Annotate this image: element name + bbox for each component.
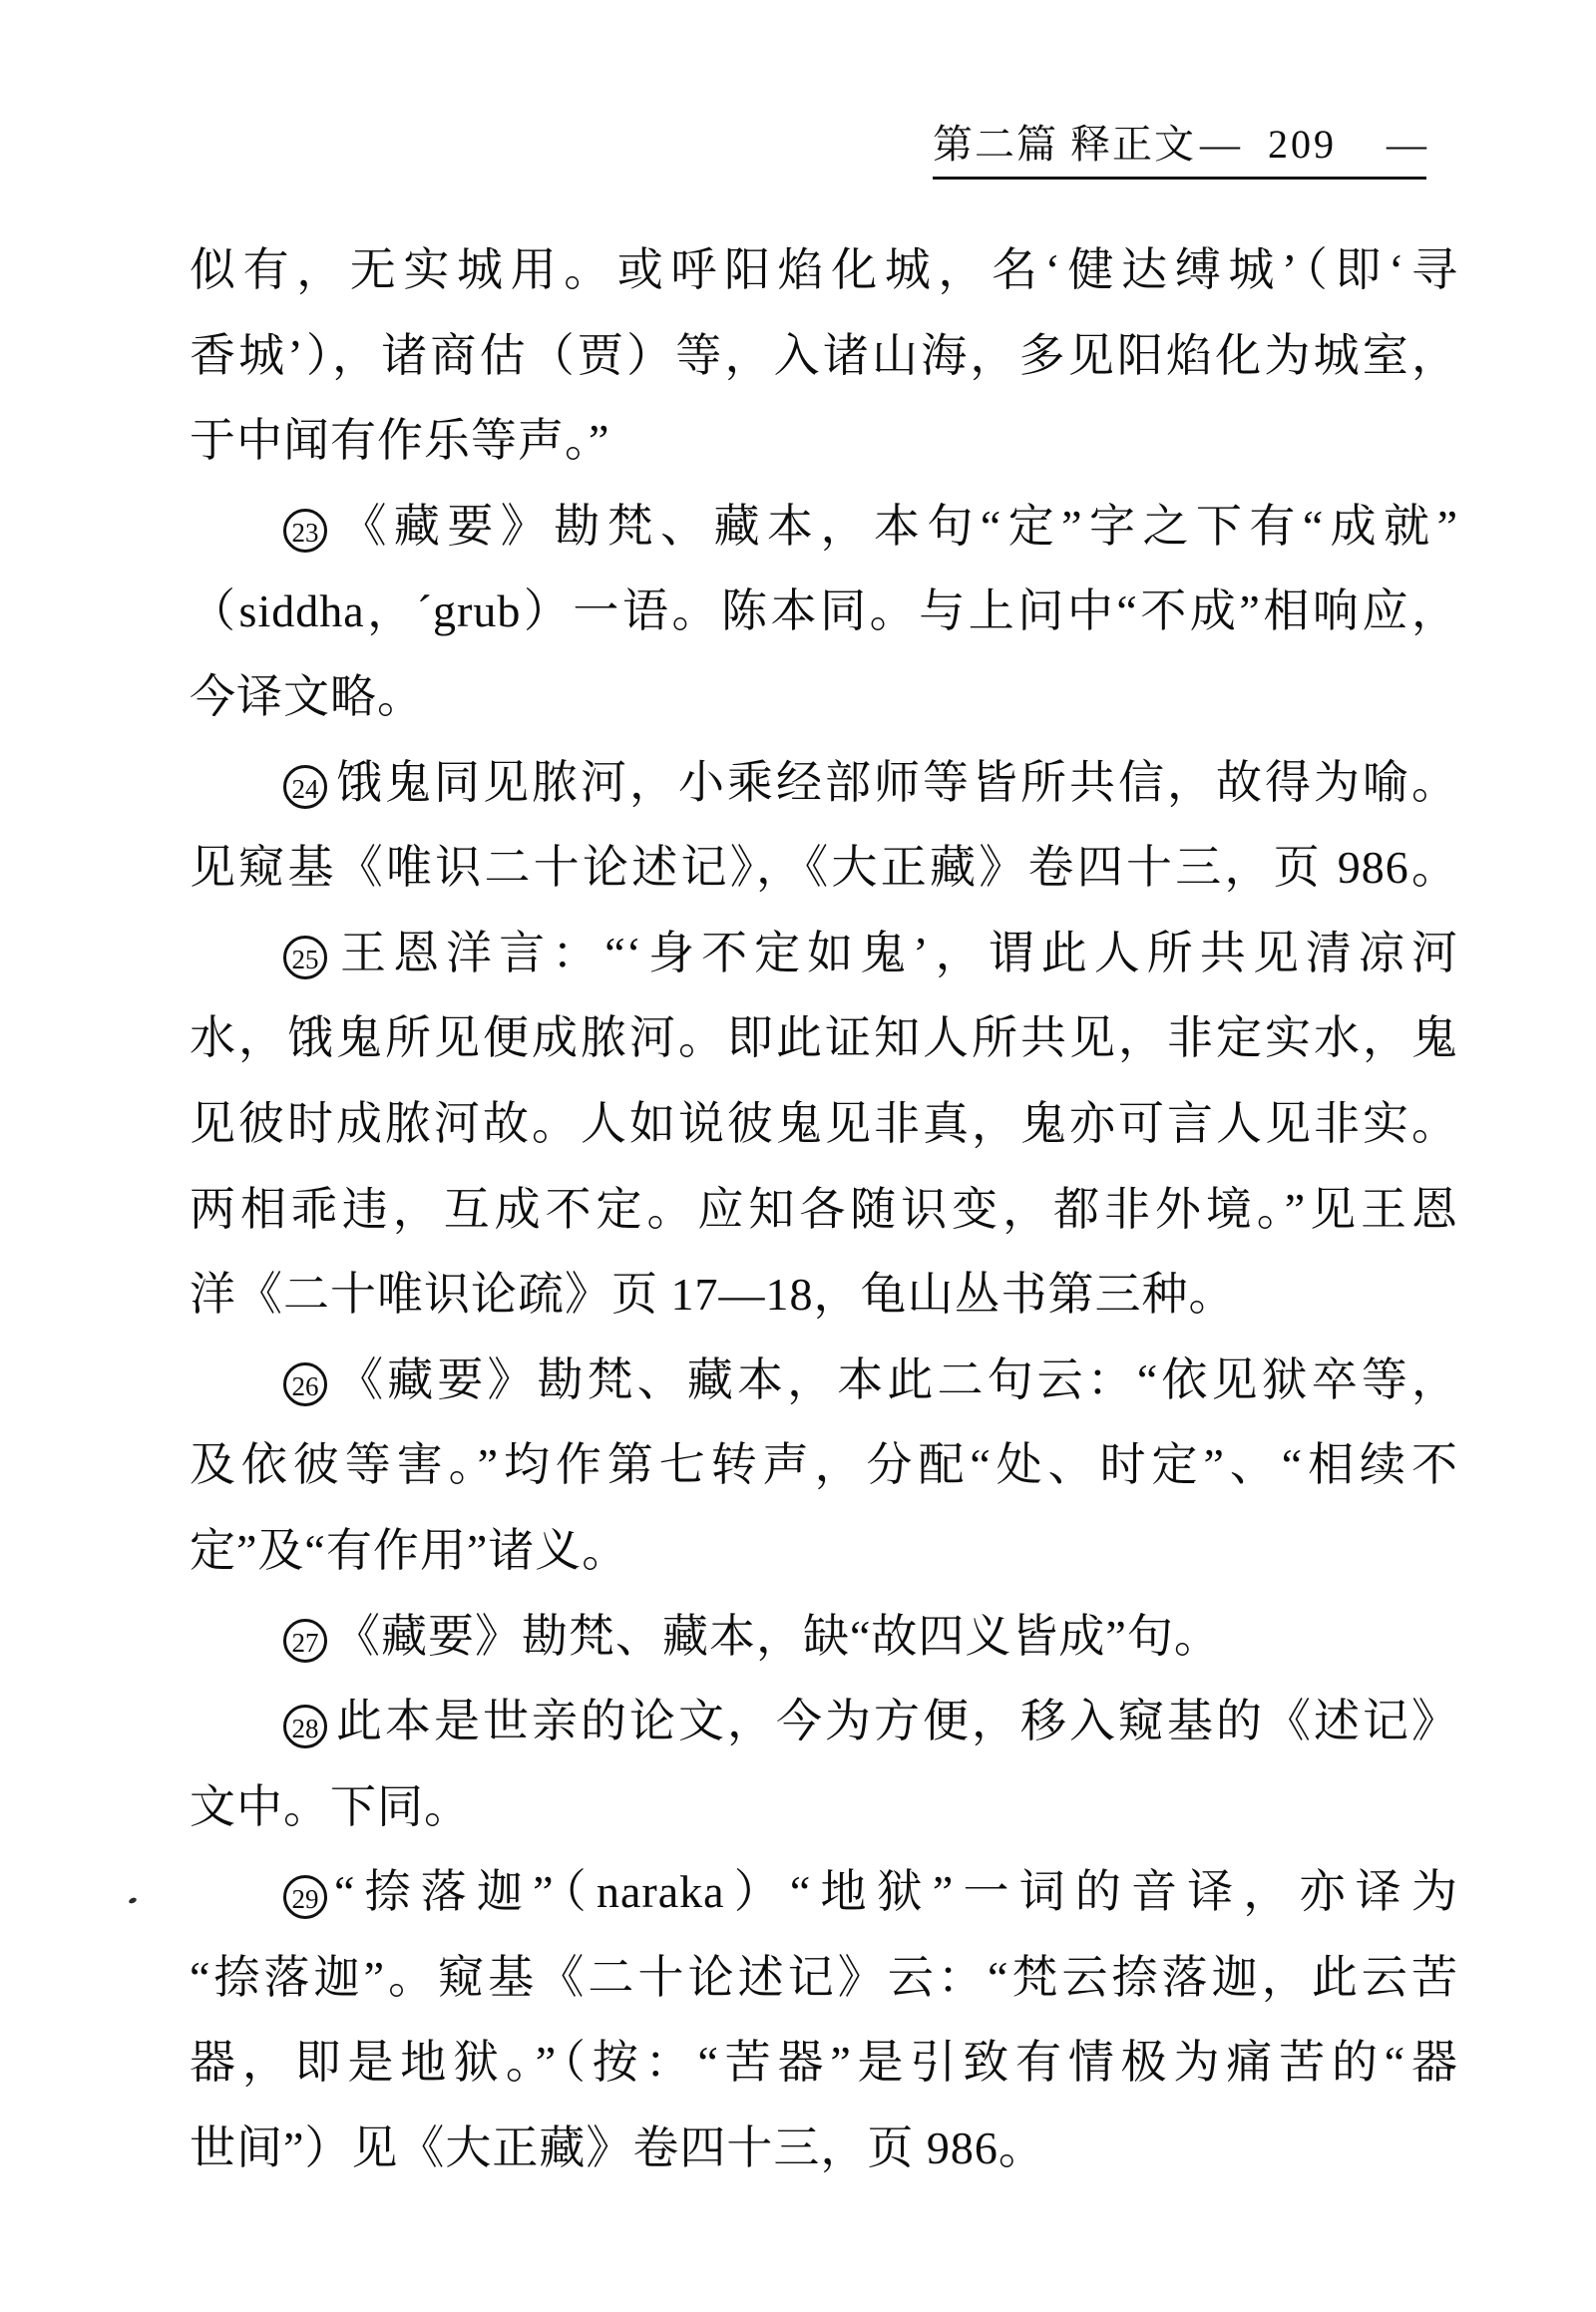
text-line [190,227,1458,313]
text-line [190,1679,1458,1764]
text-line [190,1081,1458,1167]
text-line [190,1422,1458,1508]
text-line [190,825,1458,911]
note-number: 24 [283,765,327,809]
text-line [190,313,1458,399]
page-header [933,122,1426,180]
line-text: 见窥基《唯识二十论述记》，《大正藏》卷四十三，页 986。 [190,842,1458,894]
line-text: “捺落迦”（naraka）“地狱”一词的音译，亦译为 [334,1866,1458,1918]
line-text: 于中闻有作乐等声。” [190,415,610,467]
text-line [190,569,1458,654]
line-text: 《藏要》勘梵、藏本，本句“定”字之下有“成就” [334,500,1458,552]
text-line [190,398,1458,484]
line-text: 定”及“有作用”诸义。 [190,1524,629,1576]
page-body [190,227,1458,2191]
line-text: 水，饿鬼所见便成脓河。即此证知人所共见，非定实水，鬼 [190,1012,1458,1064]
note-number: 28 [283,1705,327,1748]
note-number: 27 [283,1619,327,1663]
line-text: 王恩洋言：“‘身不定如鬼’，谓此人所共见清凉河 [334,927,1458,978]
line-text: 《藏要》勘梵、藏本，本此二句云：“依见狱卒等， [334,1353,1458,1405]
line-text: “捺落迦”。窥基《二十论述记》云：“梵云捺落迦，此云苦 [190,1951,1458,2003]
line-text: 洋《二十唯识论疏》页 17—18，龟山丛书第三种。 [190,1269,1236,1321]
text-line [190,1594,1458,1680]
line-text: （siddha，´grub）一语。陈本同。与上问中“不成”相响应， [190,585,1458,637]
line-text: 今译文略。 [190,670,424,722]
line-text: 《藏要》勘梵、藏本，缺“故四义皆成”句。 [334,1610,1221,1662]
note-number: 25 [283,936,327,979]
text-line [190,2106,1458,2191]
chapter-title: 第二篇 释正文 [933,122,1196,167]
text-line [190,1764,1458,1850]
header-dash: — [1200,122,1240,167]
text-line [190,654,1458,740]
line-text: 两相乖违，互成不定。应知各随识变，都非外境。”见王恩 [190,1183,1458,1235]
line-text: 似有，无实城用。或呼阳焰化城，名‘健达缚城’（即‘寻 [190,244,1458,295]
note-number: 29 [283,1875,327,1919]
line-text: 此本是世亲的论文，今为方便，移入窥基的《述记》 [334,1696,1458,1747]
text-line [190,740,1458,826]
text-line [190,1935,1458,2021]
text-line [190,1167,1458,1253]
line-text: 器，即是地狱。”（按：“苦器”是引致有情极为痛苦的“器 [190,2037,1458,2089]
line-text: 及依彼等害。”均作第七转声，分配“处、时定”、“相续不 [190,1439,1458,1491]
text-line [190,484,1458,570]
text-line [190,1508,1458,1594]
line-text: 见彼时成脓河故。人如说彼鬼见非真，鬼亦可言人见非实。 [190,1097,1458,1149]
line-text: 文中。下同。 [190,1780,471,1832]
note-number: 26 [283,1362,327,1406]
text-line [190,995,1458,1081]
text-line [190,2020,1458,2106]
line-text: 饿鬼同见脓河，小乘经部师等皆所共信，故得为喻。 [334,756,1458,808]
text-line [190,1252,1458,1338]
page-number: 209 [1268,122,1337,167]
line-text: 香城’），诸商估（贾）等，入诸山海，多见阳焰化为城室， [190,329,1458,381]
text-line [190,1338,1458,1423]
header-trailing-dash: — [1387,122,1426,167]
line-text: 世间”）见《大正藏》卷四十三，页 986。 [190,2122,1045,2174]
stray-ink-dot [128,1897,137,1905]
note-number: 23 [283,509,327,553]
text-line [190,1849,1458,1935]
text-line [190,911,1458,996]
